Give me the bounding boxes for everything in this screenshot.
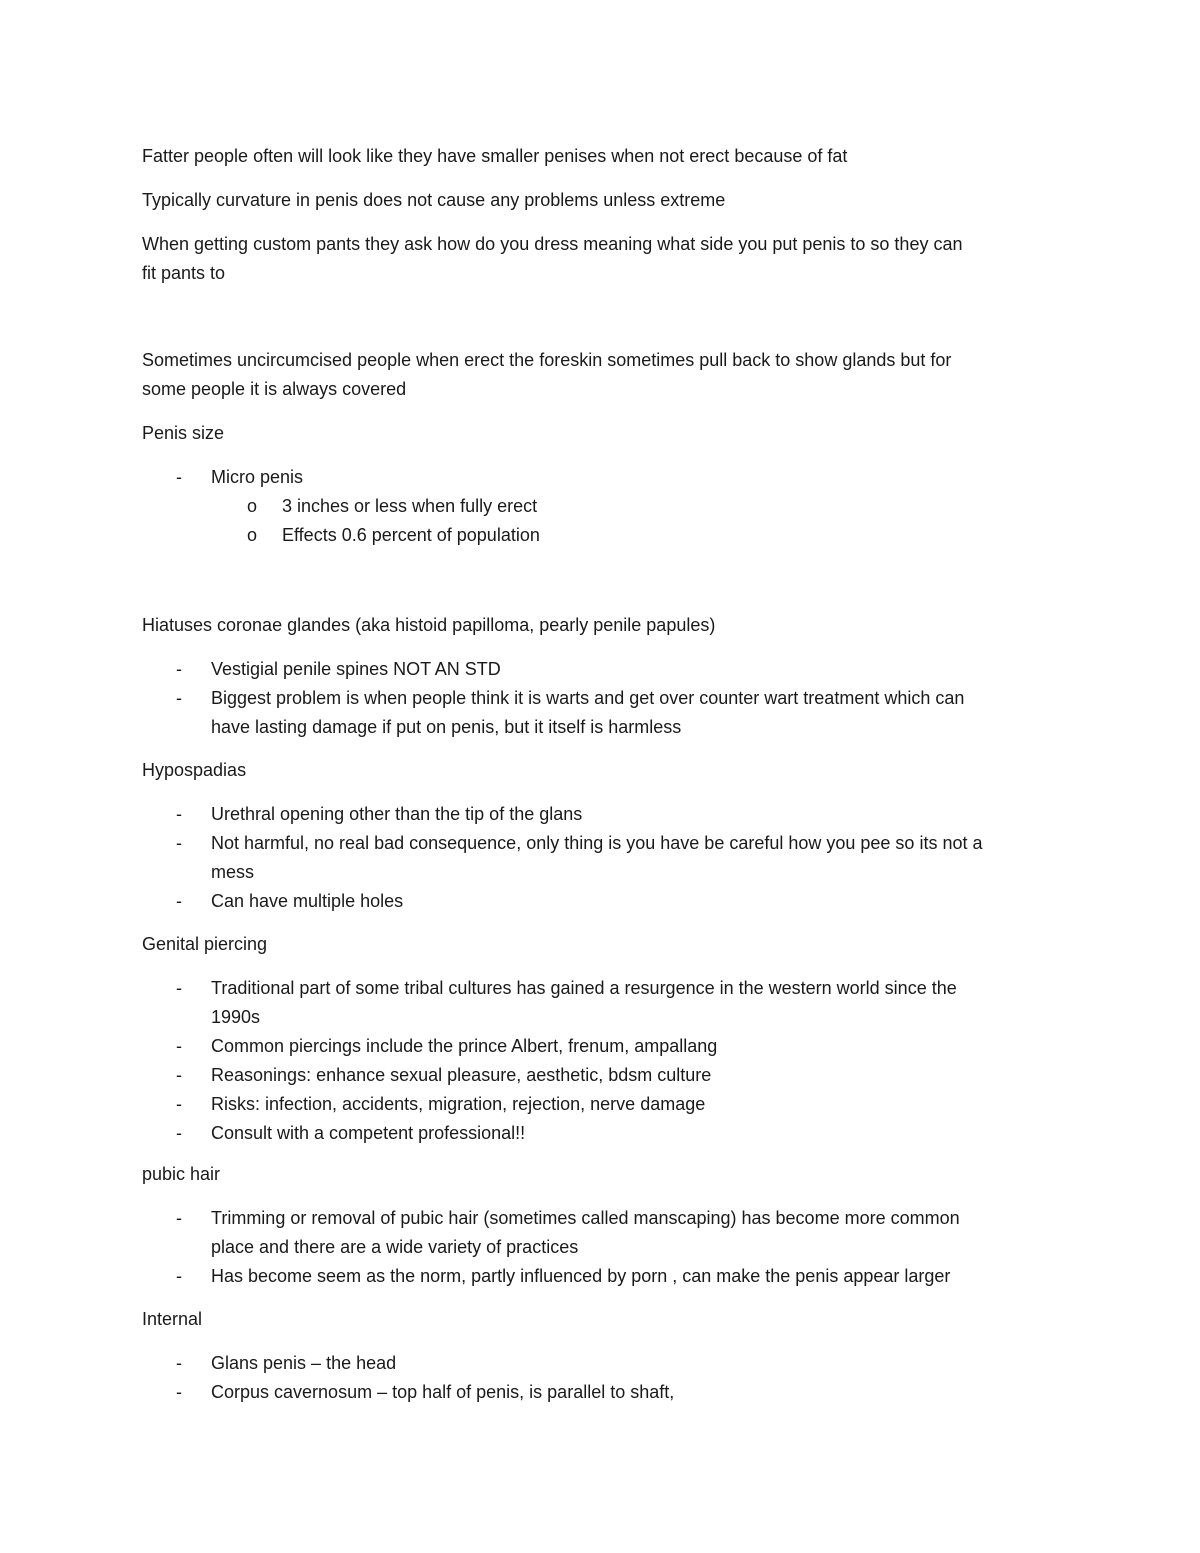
paragraph-text: fit pants to [142, 263, 226, 283]
paragraph-custom-pants [142, 230, 1072, 288]
list-item-text: Not harmful, no real bad consequence, only thing is you have be careful how you pee so its not a [211, 833, 983, 853]
list-item [142, 1090, 1072, 1119]
list-item [142, 1032, 1072, 1061]
circle-bullet-marker: o [247, 525, 258, 545]
paragraph-foreskin [142, 346, 1072, 404]
list-penis-size [142, 463, 1072, 550]
section-hypospadias [142, 756, 1072, 785]
dash-marker: - [176, 688, 182, 708]
section-pubic-hair [142, 1160, 1072, 1189]
list-item-text: Common piercings include the prince Albert, frenum, ampallang [211, 1036, 718, 1056]
sub-list-item-text: Effects 0.6 percent of population [282, 525, 540, 545]
dash-marker: - [176, 1208, 182, 1228]
list-genital-piercing [142, 974, 1072, 1148]
section-heading: pubic hair [142, 1164, 221, 1184]
paragraph-curvature [142, 186, 1072, 215]
dash-marker: - [176, 659, 182, 679]
section-penis-size [142, 419, 1072, 448]
section-heading: Hypospadias [142, 760, 247, 780]
dash-marker: - [176, 978, 182, 998]
list-item-text: Can have multiple holes [211, 891, 404, 911]
section-internal [142, 1305, 1072, 1334]
list-internal [142, 1349, 1072, 1407]
list-pubic-hair [142, 1204, 1072, 1291]
list-hiatuses [142, 655, 1072, 742]
list-item [142, 1061, 1072, 1090]
list-item [142, 655, 1072, 684]
list-item-text: Trimming or removal of pubic hair (sometimes called manscaping) has become more common [211, 1208, 960, 1228]
list-item [142, 887, 1072, 916]
dash-marker: - [176, 804, 182, 824]
section-hiatuses [142, 611, 1072, 640]
list-item-text: Urethral opening other than the tip of the glans [211, 804, 583, 824]
list-item [142, 1378, 1072, 1407]
section-heading: Penis size [142, 423, 225, 443]
list-item-text: 1990s [211, 1007, 261, 1027]
section-heading: Internal [142, 1309, 203, 1329]
dash-marker: - [176, 1036, 182, 1056]
list-item-text: Consult with a competent professional!! [211, 1123, 526, 1143]
paragraph-text: When getting custom pants they ask how do you dress meaning what side you put penis to so they can [142, 234, 963, 254]
sub-list-item [142, 492, 1072, 521]
list-item [142, 1262, 1072, 1291]
section-genital-piercing [142, 930, 1072, 959]
list-item [142, 463, 1072, 492]
paragraph-fat [142, 142, 1072, 171]
dash-marker: - [176, 833, 182, 853]
section-heading: Genital piercing [142, 934, 268, 954]
list-item [142, 684, 1072, 742]
list-item-text: Biggest problem is when people think it is warts and get over counter wart treatment which can [211, 688, 965, 708]
list-item-text: Has become seem as the norm, partly influenced by porn , can make the penis appear larger [211, 1266, 951, 1286]
dash-marker: - [176, 1353, 182, 1373]
list-item-text: place and there are a wide variety of practices [211, 1237, 579, 1257]
dash-marker: - [176, 467, 182, 487]
dash-marker: - [176, 1123, 182, 1143]
paragraph-text: Typically curvature in penis does not cause any problems unless extreme [142, 190, 726, 210]
list-item [142, 829, 1072, 887]
list-item-text: have lasting damage if put on penis, but it itself is harmless [211, 717, 682, 737]
list-item [142, 1119, 1072, 1148]
list-item-text: Corpus cavernosum – top half of penis, is parallel to shaft, [211, 1382, 675, 1402]
list-item [142, 800, 1072, 829]
paragraph-text: Sometimes uncircumcised people when erect the foreskin sometimes pull back to show glands but for [142, 350, 952, 370]
list-item [142, 1349, 1072, 1378]
sub-list-item [142, 521, 1072, 550]
dash-marker: - [176, 891, 182, 911]
dash-marker: - [176, 1382, 182, 1402]
list-item-text: Traditional part of some tribal cultures has gained a resurgence in the western world since the [211, 978, 957, 998]
circle-bullet-marker: o [247, 496, 258, 516]
list-item [142, 1204, 1072, 1262]
list-item-text: Glans penis – the head [211, 1353, 397, 1373]
list-item-text: mess [211, 862, 255, 882]
section-heading: Hiatuses coronae glandes (aka histoid papilloma, pearly penile papules) [142, 615, 716, 635]
sub-list-item-text: 3 inches or less when fully erect [282, 496, 538, 516]
list-item-text: Micro penis [211, 467, 304, 487]
list-item-text: Risks: infection, accidents, migration, rejection, nerve damage [211, 1094, 706, 1114]
paragraph-text: Fatter people often will look like they have smaller penises when not erect because of fat [142, 146, 848, 166]
list-hypospadias [142, 800, 1072, 916]
list-item [142, 974, 1072, 1032]
dash-marker: - [176, 1094, 182, 1114]
list-item-text: Reasonings: enhance sexual pleasure, aesthetic, bdsm culture [211, 1065, 712, 1085]
dash-marker: - [176, 1266, 182, 1286]
list-item-text: Vestigial penile spines NOT AN STD [211, 659, 501, 679]
paragraph-text: some people it is always covered [142, 379, 407, 399]
dash-marker: - [176, 1065, 182, 1085]
